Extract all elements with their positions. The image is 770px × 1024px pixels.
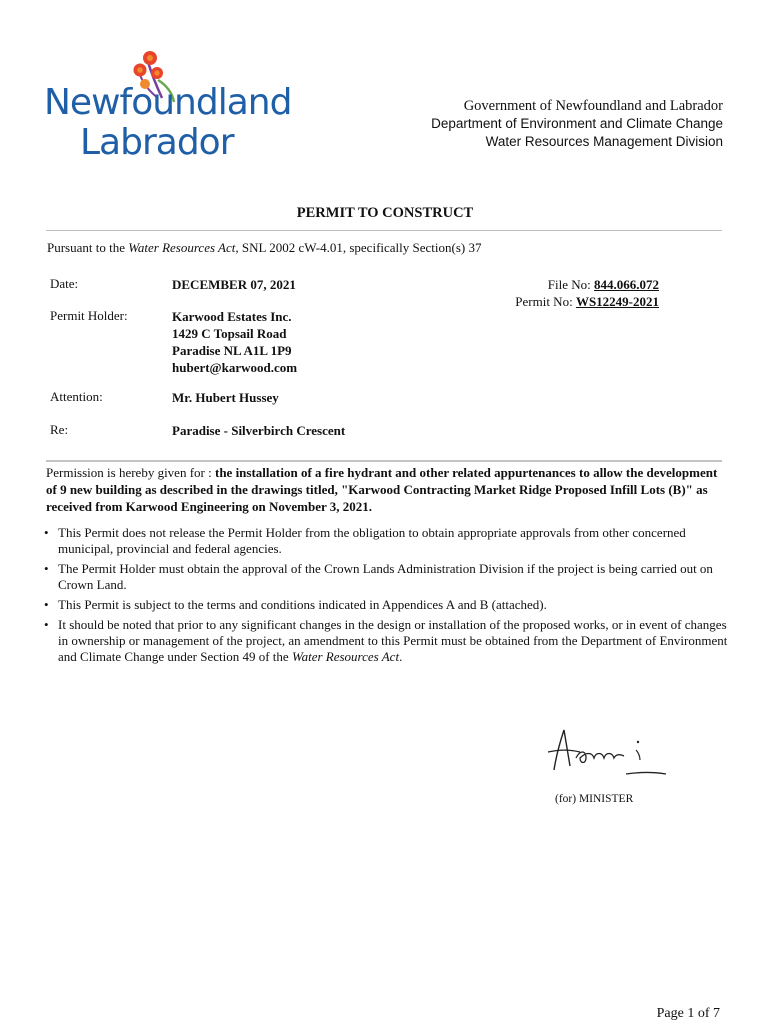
permit-holder-label: Permit Holder: [50, 308, 128, 323]
condition-text: This Permit is subject to the terms and conditions indicated in Appendices A and B (attached). [58, 597, 547, 612]
pursuant-suffix: , SNL 2002 cW-4.01, specifically Section(s) 37 [235, 240, 482, 255]
permit-number-value: WS12249-2021 [575, 294, 659, 309]
re-label: Re: [50, 422, 69, 437]
attention-label: Attention: [50, 389, 103, 404]
list-item [44, 617, 734, 665]
condition-end: . [399, 649, 403, 664]
permit-holder-address [172, 308, 297, 376]
date-label: Date: [50, 276, 79, 291]
condition-text: It should be noted that prior to any significant changes in the design or installation of the proposed works, or in event of changes in ownership or management of the project, an amendment to this Permit must be obtained from the Department of Environment and Climate Change under Section 49 of the [58, 617, 728, 664]
re-value: Paradise - Silverbirch Crescent [172, 423, 346, 438]
list-item [44, 561, 734, 593]
divider-middle [46, 460, 722, 462]
holder-city: Paradise NL A1L 1P9 [172, 343, 292, 358]
pursuant-line [47, 240, 481, 256]
permit-number-line [515, 293, 659, 310]
header-department: Department of Environment and Climate Change [431, 116, 723, 131]
permit-number-label: Permit No: [515, 294, 576, 309]
logo-labrador-text: Labrador [80, 122, 234, 163]
bullet-icon: • [44, 597, 49, 612]
permission-intro: Permission is hereby given for : [46, 465, 215, 480]
conditions-list [44, 525, 734, 669]
logo-newfoundland-text: Newfoundland [44, 82, 292, 123]
bullet-icon: • [44, 617, 49, 632]
pursuant-prefix: Pursuant to the [47, 240, 129, 255]
signature-image [540, 722, 670, 784]
condition-text: This Permit does not release the Permit Holder from the obligation to obtain appropriate approvals from other concerned municipal, provincial and federal agencies. [58, 525, 686, 556]
file-number-value: 844.066.072 [594, 277, 659, 292]
file-number-label: File No: [547, 277, 594, 292]
holder-street: 1429 C Topsail Road [172, 326, 287, 341]
date-value: DECEMBER 07, 2021 [172, 277, 296, 292]
list-item [44, 525, 734, 557]
file-number-line [515, 276, 659, 293]
permission-statement [46, 464, 726, 515]
file-permit-numbers [515, 276, 659, 310]
bullet-icon: • [44, 525, 49, 540]
permission-body: the installation of a fire hydrant and other related appurtenances to allow the development of 9 new building as described in the drawings titled, "Karwood Contracting Market Ridge Proposed Infill Lots (B)" as received from Karwood Engineering on November 3, 2021. [46, 465, 718, 514]
holder-name: Karwood Estates Inc. [172, 309, 292, 324]
holder-email: hubert@karwood.com [172, 360, 298, 375]
act-name: Water Resources Act [128, 240, 236, 255]
page-number: Page 1 of 7 [656, 1006, 720, 1021]
signature-caption: (for) MINISTER [555, 793, 634, 805]
header-government: Government of Newfoundland and Labrador [463, 98, 723, 114]
document-title: PERMIT TO CONSTRUCT [296, 205, 474, 221]
list-item [44, 597, 734, 613]
act-name: Water Resources Act [291, 649, 400, 664]
bullet-icon: • [44, 561, 49, 576]
attention-value: Mr. Hubert Hussey [172, 390, 279, 405]
divider-top [46, 230, 722, 231]
condition-text: The Permit Holder must obtain the approval of the Crown Lands Administration Division if the project is being carried out on Crown Land. [58, 561, 713, 592]
header-division: Water Resources Management Division [485, 134, 723, 149]
